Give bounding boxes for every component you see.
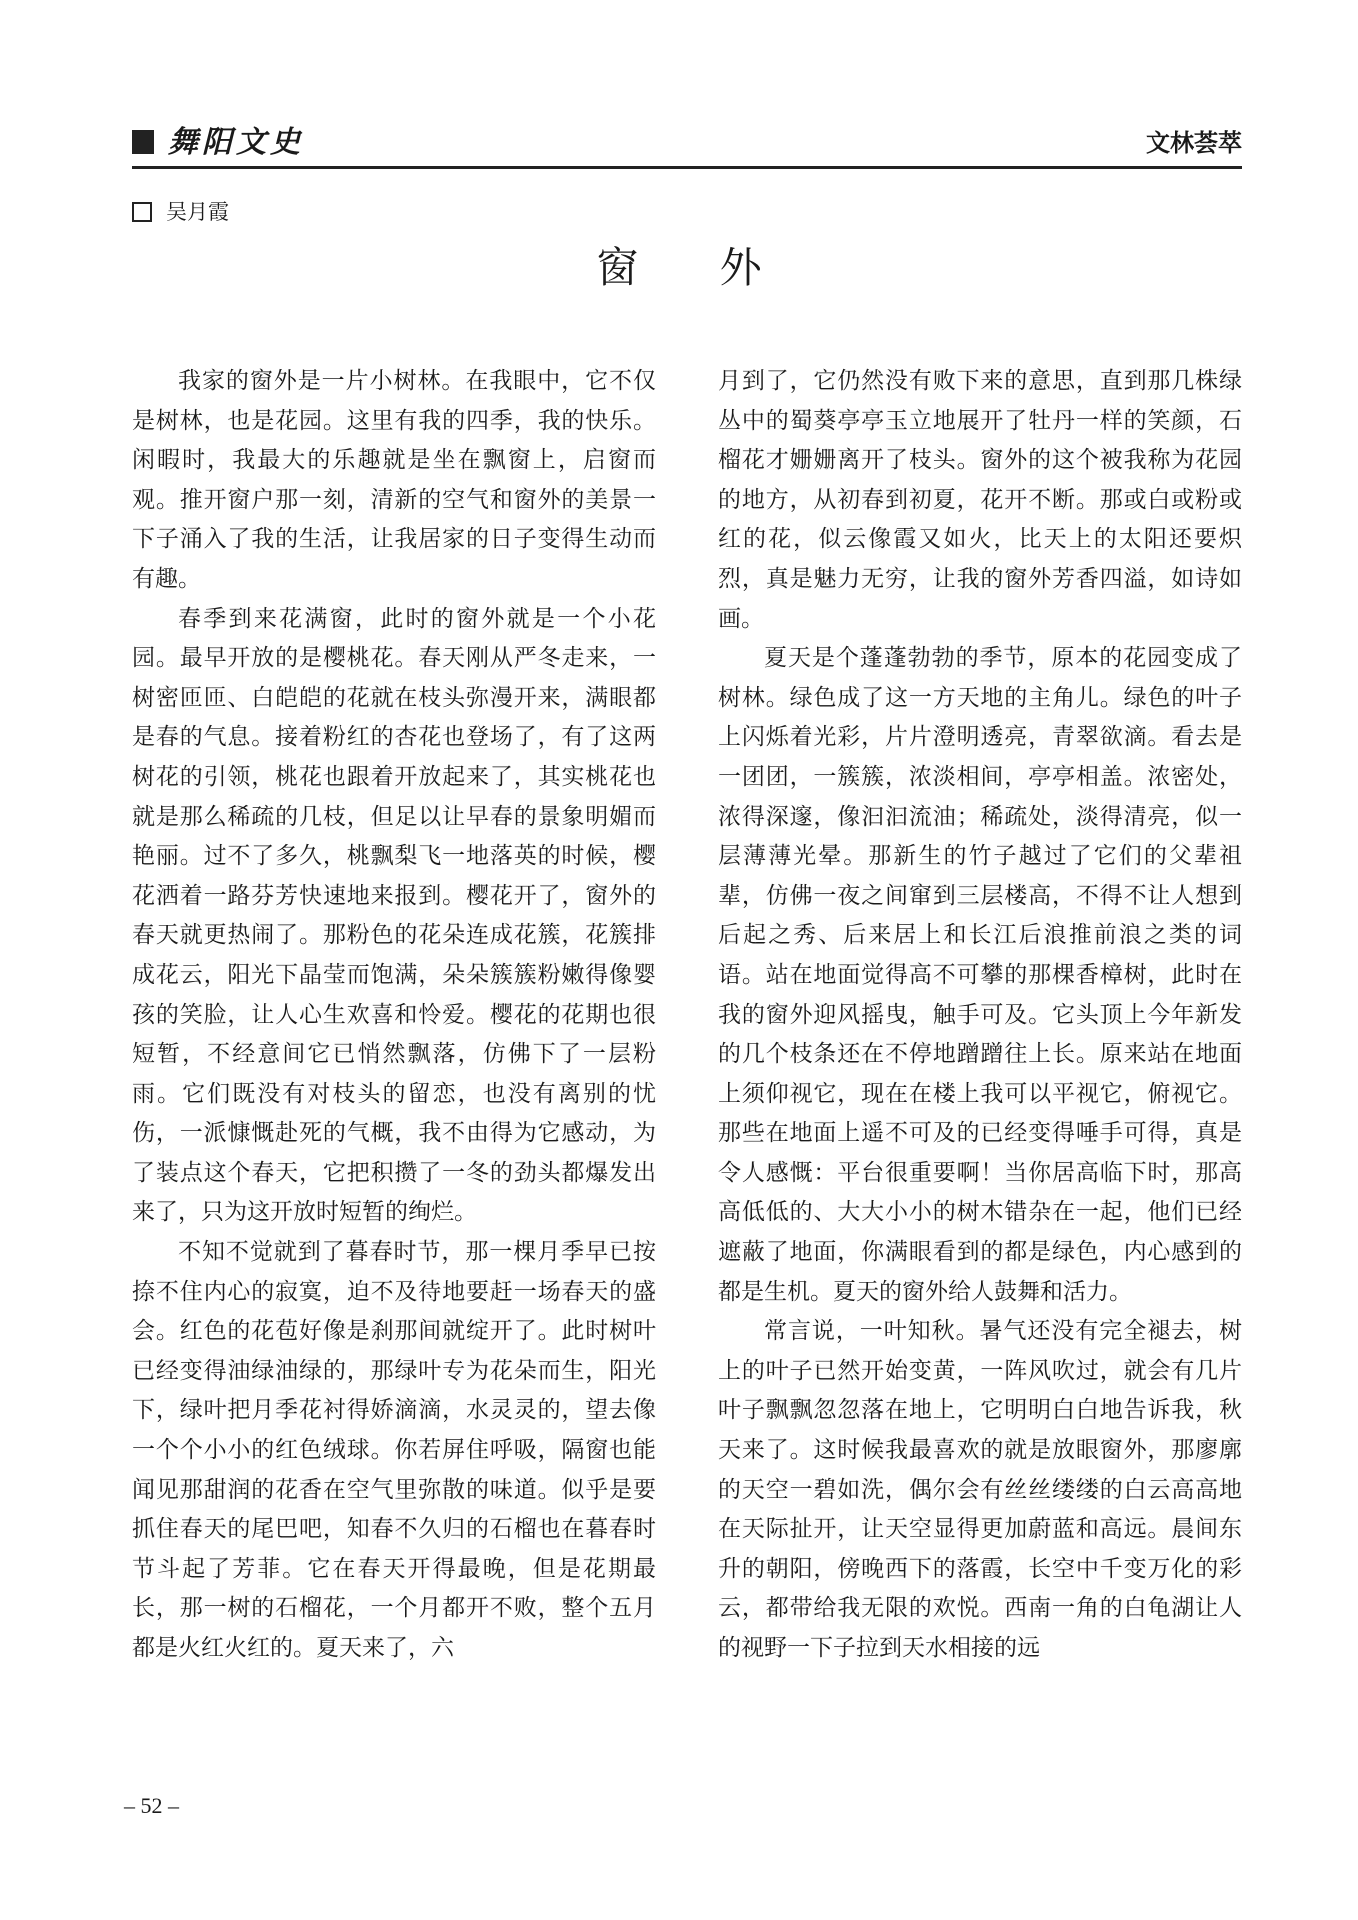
header-rule <box>132 166 1242 169</box>
journal-name: 舞阳文史 <box>168 125 304 160</box>
paragraph: 夏天是个蓬蓬勃勃的季节，原本的花园变成了树林。绿色成了这一方天地的主角儿。绿色的叶子上闪烁着光彩，片片澄明透亮，青翠欲滴。看去是一团团，一簇簇，浓淡相间，亭亭相盖。浓密处，浓得深邃，像汩汩流油；稀疏处，淡得清亮，似一层薄薄光晕。那新生的竹子越过了它们的父辈祖辈，仿佛一夜之间窜到三层楼高，不得不让人想到后起之秀、后来居上和长江后浪推前浪之类的词语。站在地面觉得高不可攀的那棵香樟树，此时在我的窗外迎风摇曳，触手可及。它头顶上今年新发的几个枝条还在不停地蹭蹭往上长。原来站在地面上须仰视它，现在在楼上我可以平视它，俯视它。那些在地面上遥不可及的已经变得唾手可得，真是令人感慨：平台很重要啊！当你居高临下时，那高高低低的、大大小小的树木错杂在一起，他们已经遮蔽了地面，你满眼看到的都是绿色，内心感到的都是生机。夏天的窗外给人鼓舞和活力。 <box>718 645 1242 1305</box>
article-title: 窗 外 <box>596 243 796 292</box>
page-header <box>132 118 1242 166</box>
paragraph: 不知不觉就到了暮春时节，那一棵月季早已按捺不住内心的寂寞，迫不及待地要赶一场春天的盛会。红色的花苞好像是刹那间就绽开了。此时树叶已经变得油绿油绿的，那绿叶专为花朵而生，阳光下，绿叶把月季花衬得娇滴滴，水灵灵的，望去像一个个小小的红色绒球。你若屏住呼吸，隔窗也能闻见那甜润的花香在空气里弥散的味道。似乎是要抓住春天的尾巴吧，知春不久归的石榴也在暮春时节斗起了芳菲。它在春天开得最晚，但是花期最长，那一树的石榴花，一个月都开不败，整个五月都是火红火红的。夏天来了，六 <box>132 1239 656 1661</box>
header-square-mark <box>132 130 154 154</box>
section-name: 文林荟萃 <box>1146 129 1242 157</box>
paragraph: 常言说，一叶知秋。暑气还没有完全褪去，树上的叶子已然开始变黄，一阵风吹过，就会有几片叶子飘飘忽忽落在地上，它明明白白地告诉我，秋天来了。这时候我最喜欢的就是放眼窗外，那廖廓的天空一碧如洗，偶尔会有丝丝缕缕的白云高高地在天际扯开，让天空显得更加蔚蓝和高远。晨间东升的朝阳，傍晚西下的落霞，长空中千变万化的彩云，都带给我无限的欢悦。西南一角的白龟湖让人的视野一下子拉到天水相接的远 <box>718 1318 1242 1661</box>
author-box-icon <box>132 202 152 222</box>
author-name: 吴月霞 <box>166 200 229 224</box>
page-number: – 52 – <box>124 1793 179 1818</box>
paragraph: 我家的窗外是一片小树林。在我眼中，它不仅是树林，也是花园。这里有我的四季，我的快乐。闲暇时，我最大的乐趣就是坐在飘窗上，启窗而观。推开窗户那一刻，清新的空气和窗外的美景一下子涌入了我的生活，让我居家的日子变得生动而有趣。 <box>132 368 656 592</box>
paragraph: 春季到来花满窗，此时的窗外就是一个小花园。最早开放的是樱桃花。春天刚从严冬走来，一树密匝匝、白皑皑的花就在枝头弥漫开来，满眼都是春的气息。接着粉红的杏花也登场了，有了这两树花的引领，桃花也跟着开放起来了，其实桃花也就是那么稀疏的几枝，但足以让早春的景象明媚而艳丽。过不了多久，桃飘梨飞一地落英的时候，樱花洒着一路芬芳快速地来报到。樱花开了，窗外的春天就更热闹了。那粉色的花朵连成花簇，花簇排成花云，阳光下晶莹而饱满，朵朵簇簇粉嫩得像婴孩的笑脸，让人心生欢喜和怜爱。樱花的花期也很短暂，不经意间它已悄然飘落，仿佛下了一层粉雨。它们既没有对枝头的留恋，也没有离别的忧伤，一派慷慨赴死的气概，我不由得为它感动，为了装点这个春天，它把积攒了一冬的劲头都爆发出来了，只为这开放时短暂的绚烂。 <box>132 605 656 1226</box>
right-column <box>718 362 1242 1669</box>
paragraph-continuation: 月到了，它仍然没有败下来的意思，直到那几株绿丛中的蜀葵亭亭玉立地展开了牡丹一样的笑颜，石榴花才姗姗离开了枝头。窗外的这个被我称为花园的地方，从初春到初夏，花开不断。那或白或粉或红的花，似云像霞又如火，比天上的太阳还要炽烈，真是魅力无穷，让我的窗外芳香四溢，如诗如画。 <box>718 368 1242 632</box>
left-column <box>132 362 656 1669</box>
